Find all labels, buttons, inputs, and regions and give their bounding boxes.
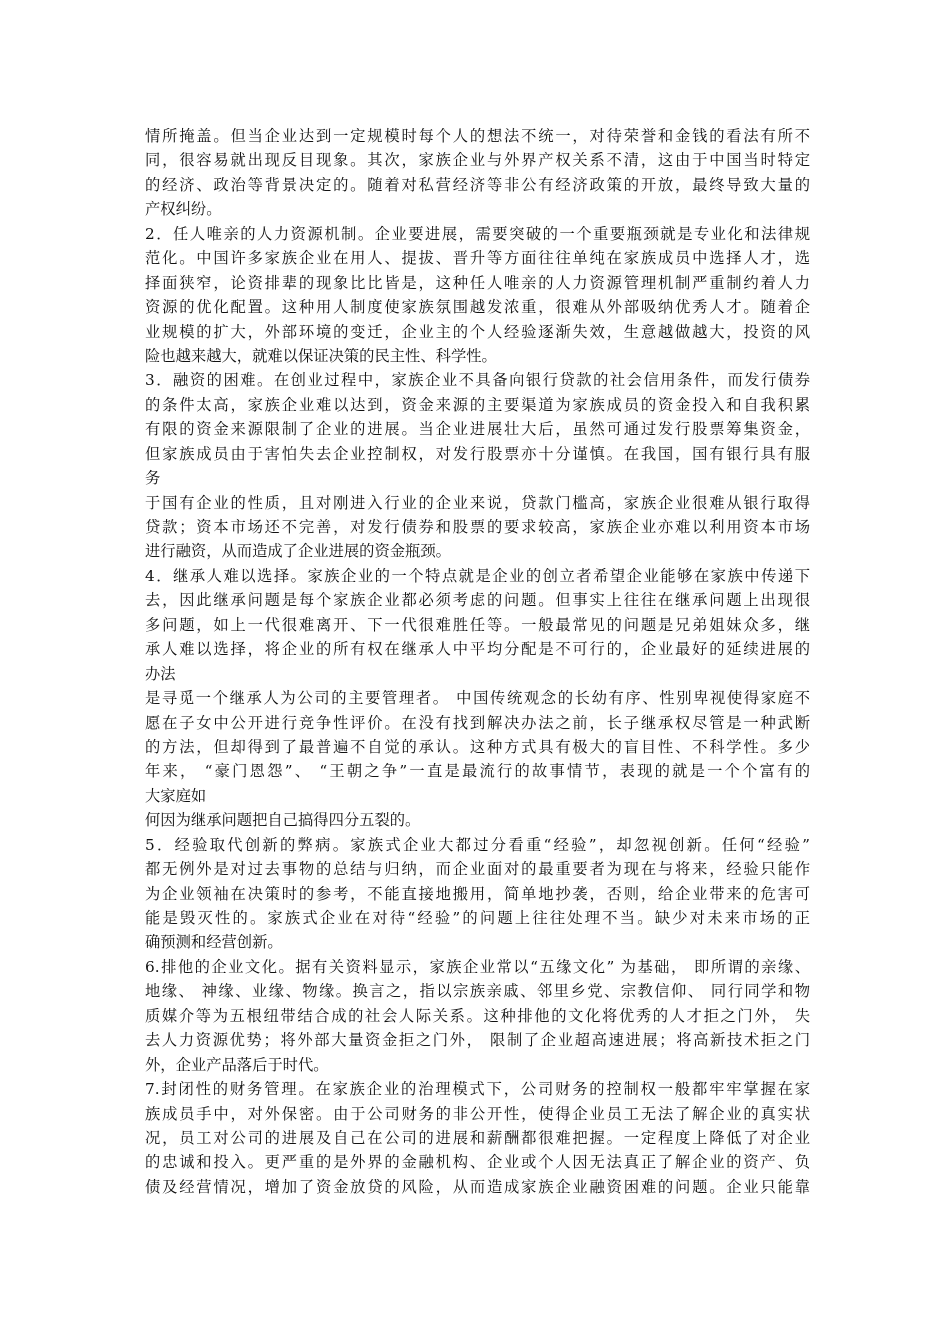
text-line: 质媒介等为五根纽带结合成的社会人际关系。这种排他的文化将优秀的人才拒之门外， 失 xyxy=(145,1006,810,1025)
text-line: 险也越来越大，就难以保证决策的民主性、科学性。 xyxy=(145,346,497,365)
text-line: 族成员手中，对外保密。由于公司财务的非公开性，使得企业员工无法了解企业的真实状 xyxy=(145,1104,810,1123)
text-line: 况，员工对公司的进展及自己在公司的进展和薪酬都很难把握。一定程度上降低了对企业 xyxy=(145,1128,810,1147)
text-line: 贷款；资本市场还不完善，对发行债券和股票的要求较高，家族企业亦难以利用资本市场 xyxy=(145,518,810,536)
text-line: 确预测和经营创新。 xyxy=(145,933,283,952)
text-line: 产权纠纷。 xyxy=(145,200,222,219)
text-line: 能是毁灭性的。家族式企业在对待“经验”的问题上往往处理不当。缺少对未来市场的正 xyxy=(145,909,810,927)
text-line: 但家族成员由于害怕失去企业控制权，对发行股票亦十分谨慎。在我国，国有银行具有服 xyxy=(145,444,810,463)
text-line: 为企业领袖在决策时的参考，不能直接地搬用，简单地抄袭，否则，给企业带来的危害可 xyxy=(145,884,810,903)
text-line: 债及经营情况，增加了资金放贷的风险，从而造成家族企业融资困难的问题。企业只能靠 xyxy=(145,1177,810,1196)
text-line: 2．任人唯亲的人力资源机制。企业要进展，需要突破的一个重要瓶颈就是专业化和法律规 xyxy=(145,224,810,243)
text-line: 范化。中国许多家族企业在用人、提拔、晋升等方面往往单纯在家族成员中选择人才，选 xyxy=(145,249,810,268)
text-line: 外，企业产品落后于时代。 xyxy=(145,1055,329,1074)
text-line: 有限的资金来源限制了企业的进展。当企业进展壮大后，虽然可通过发行股票筹集资金， xyxy=(145,420,810,439)
text-line: 去，因此继承问题是每个家族企业都必须考虑的问题。但事实上往往在继承问题上出现很 xyxy=(145,591,810,610)
text-line: 地缘、 神缘、业缘、物缘。换言之，指以宗族亲戚、邻里乡党、宗教信仰、 同行同学和物 xyxy=(145,982,810,1001)
text-line: 何因为继承问题把自己搞得四分五裂的。 xyxy=(145,811,421,830)
text-line: 业规模的扩大，外部环境的变迁，企业主的个人经验逐渐失效，生意越做越大，投资的风 xyxy=(145,322,810,341)
text-line: 同，很容易就出现反目现象。其次，家族企业与外界产权关系不清，这由于中国当时特定 xyxy=(145,151,810,170)
text-line: 情所掩盖。但当企业达到一定规模时每个人的想法不统一，对待荣誉和金钱的看法有所不 xyxy=(145,127,810,145)
text-line: 5．经验取代创新的弊病。家族式企业大都过分看重“经验”，却忽视创新。任何“经验” xyxy=(145,835,810,854)
text-line: 的经济、政治等背景决定的。随着对私营经济等非公有经济政策的开放，最终导致大量的 xyxy=(145,175,810,194)
text-line: 择面狭窄，论资排辈的现象比比皆是，这种任人唯亲的人力资源管理机制严重制约着人力 xyxy=(145,273,810,292)
text-line: 多问题，如上一代很难离开、下一代很难胜任等。一般最常见的问题是兄弟姐妹众多，继 xyxy=(145,615,810,634)
text-line: 4．继承人难以选择。家族企业的一个特点就是企业的创立者希望企业能够在家族中传递下 xyxy=(145,566,810,585)
text-line: 于国有企业的性质，且对刚进入行业的企业来说，贷款门槛高，家族企业很难从银行取得 xyxy=(145,493,810,512)
text-line: 6.排他的企业文化。据有关资料显示，家族企业常以“五缘文化” 为基础， 即所谓的亲缘、 xyxy=(145,957,810,976)
text-line: 的忠诚和投入。更严重的是外界的金融机构、企业或个人因无法真正了解企业的资产、负 xyxy=(145,1153,810,1172)
text-line: 愿在子女中公开进行竞争性评价。在没有找到解决办法之前，长子继承权尽管是一种武断 xyxy=(145,713,810,732)
text-line: 都无例外是对过去事物的总结与归纳，而企业面对的最重要者为现在与将来，经验只能作 xyxy=(145,860,810,879)
text-line: 的方法，但却得到了最普遍不自觉的承认。这种方式具有极大的盲目性、不科学性。多少 xyxy=(145,737,810,756)
text-line: 的条件太高，家族企业难以达到，资金来源的主要渠道为家族成员的资金投入和自我积累 xyxy=(145,395,810,414)
text-line: 务 xyxy=(145,469,161,488)
text-line: 去人力资源优势；将外部大量资金拒之门外， 限制了企业超高速进展；将高新技术拒之门 xyxy=(145,1031,810,1050)
text-line: 办法 xyxy=(145,664,176,683)
text-line: 进行融资，从而造成了企业进展的资金瓶颈。 xyxy=(145,542,451,561)
text-line: 年来， “豪门恩怨”、 “王朝之争”一直是最流行的故事情节，表现的就是一个个富有的 xyxy=(145,762,810,781)
document-body xyxy=(145,124,810,1199)
text-line: 大家庭如 xyxy=(145,786,207,805)
text-line: 资源的优化配置。这种用人制度使家族氛围越发浓重，很难从外部吸纳优秀人才。随着企 xyxy=(145,298,810,317)
text-line: 7.封闭性的财务管理。在家族企业的治理模式下，公司财务的控制权一般都牢牢掌握在家 xyxy=(145,1080,810,1099)
text-line: 3．融资的困难。在创业过程中，家族企业不具备向银行贷款的社会信用条件，而发行债券 xyxy=(145,371,810,390)
text-line: 承人难以选择，将企业的所有权在继承人中平均分配是不可行的，企业最好的延续进展的 xyxy=(145,640,810,659)
text-line: 是寻觅一个继承人为公司的主要管理者。 中国传统观念的长幼有序、性别卑视使得家庭不 xyxy=(145,689,810,708)
